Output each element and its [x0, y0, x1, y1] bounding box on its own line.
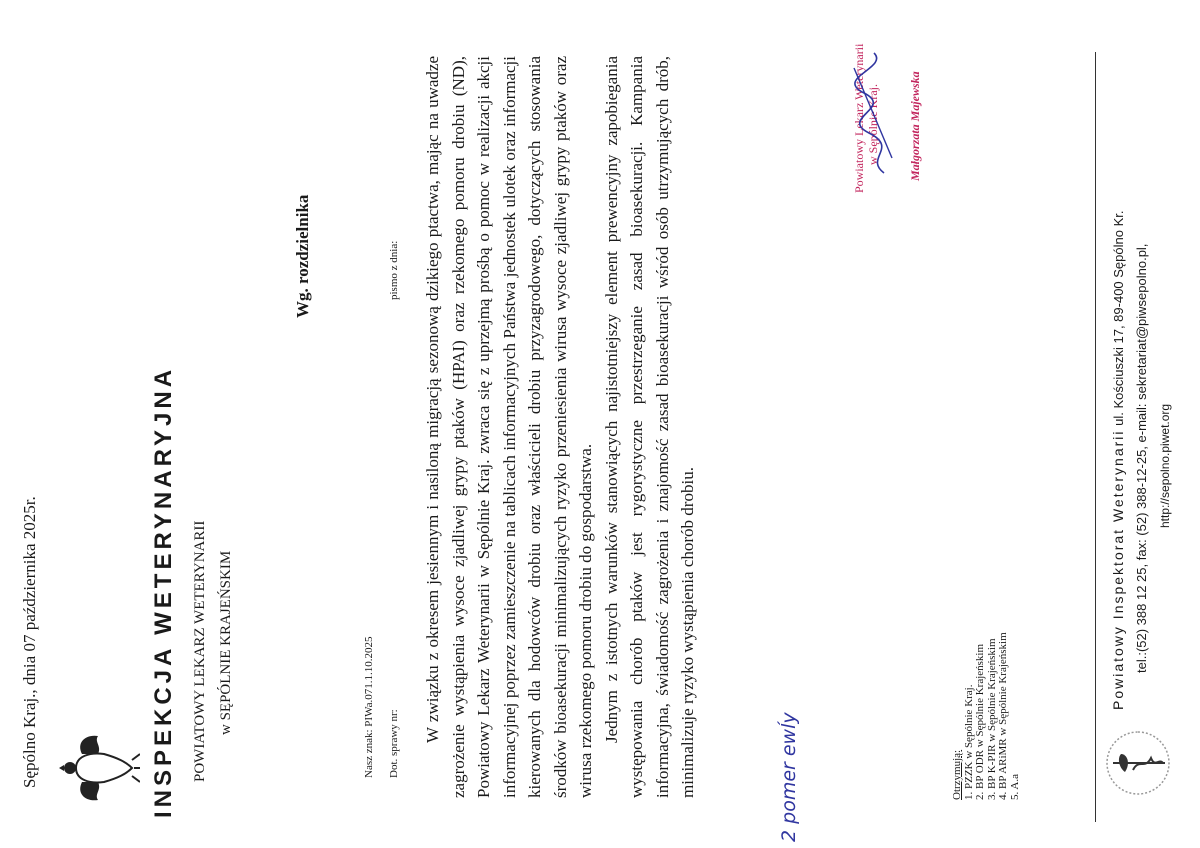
body-paragraph: Jednym z istotnych warunków stanowiących najistotniejszy element prewencyjny zapobiegania występowania chorób ptaków jest rygorystyczne przestrzeganie zasad bioasekuracji. Kampania informacyjna, świadomość zagrożenia i znajomość zasad bioasekuracji wśród osób utrzymujących drób, minimalizuje ryzyko wystąpienia chorób drobiu.	[601, 56, 697, 798]
recipient-item: 1. PZZK w Sępólnie Kraj.	[962, 684, 975, 800]
stamp-name: Małgorzata Majewska	[908, 71, 922, 181]
place-date: Sępólno Kraj., dnia 07 października 2025r.	[20, 496, 39, 788]
letter-date-label: pismo z dnia:	[388, 240, 400, 300]
footer-address: ul. Kościuszki 17, 89-400 Sępólno Kr.	[1111, 210, 1126, 426]
recipient-item: 2. BP ODR w Sępólnie Krajeńskim	[974, 643, 986, 800]
recipients-list	[952, 632, 1021, 800]
footer-org-line	[1110, 211, 1126, 710]
caduceus-icon	[1103, 728, 1173, 798]
signature-scribble-icon	[844, 48, 914, 178]
footer-contact: tel.:(52) 388 12 25, fax: (52) 388-12-25, e-mail: sekretariat@piwsepolno.pl,	[1134, 243, 1149, 673]
our-reference: Nasz znak: PIWa.071.1.10.2025	[363, 636, 375, 778]
footer-website[interactable]: http://sepolno.piwet.org	[1158, 403, 1172, 528]
handwritten-note: 2 pomer ewĺy	[778, 712, 800, 842]
addressee: Wg. rozdzielnika	[293, 194, 312, 318]
office-subtitle: POWIATOWY LEKARZ WETERYNARII	[192, 520, 208, 782]
footer-org: Powiatowy Inspektorat Weterynarii	[1110, 429, 1126, 710]
office-location: w SĘPÓLNIE KRAJEŃSKIM	[218, 550, 234, 735]
stamp-line: Powiatowy Lekarz Weterynarii	[852, 43, 866, 193]
recipient-item: 4. BP ARiMR w Sępólnie Krajeńskim	[997, 632, 1009, 800]
case-number: Dot. sprawy nr:	[388, 709, 400, 778]
institution-title: INSPEKCJA WETERYNARYJNA	[150, 365, 177, 818]
stamp-line: w Sępólnie Kraj.	[866, 84, 880, 165]
eagle-emblem-icon	[58, 732, 140, 804]
footer-divider	[1095, 52, 1096, 822]
letter-body	[420, 56, 701, 798]
recipient-item: 3. BP K-PIR w Sępólnie Krajeńskim	[985, 638, 998, 800]
recipients-title: Otrzymują:	[951, 749, 963, 800]
body-paragraph: W związku z okresem jesiennym i nasiloną migracją sezonową dzikiego ptactwa, mając na uwadze zagrożenie wystąpienia wysoce zjadliwej grypy ptaków (HPAI) oraz rzekomego pomoru drobiu (ND), Powiatowy Lekarz Weterynarii w Sępólnie Kraj. zwraca się z uprzejmą prośbą o pomoc w realizacji akcji informacyjnej poprzez zamieszczenie na tablicach informacyjnych Państwa jednostek ulotek oraz informacji kierowanych dla hodowców drobiu oraz właścicieli drobiu przyzagrodowego, dotyczących stosowania środków bioasekuracji minimalizujących ryzyko przeniesienia wirusa wysoce zjadliwej grypy ptaków oraz wirusa rzekomego pomoru drobiu do gospodarstwa.	[423, 56, 595, 798]
recipient-item: 5. A.a	[1008, 774, 1021, 800]
